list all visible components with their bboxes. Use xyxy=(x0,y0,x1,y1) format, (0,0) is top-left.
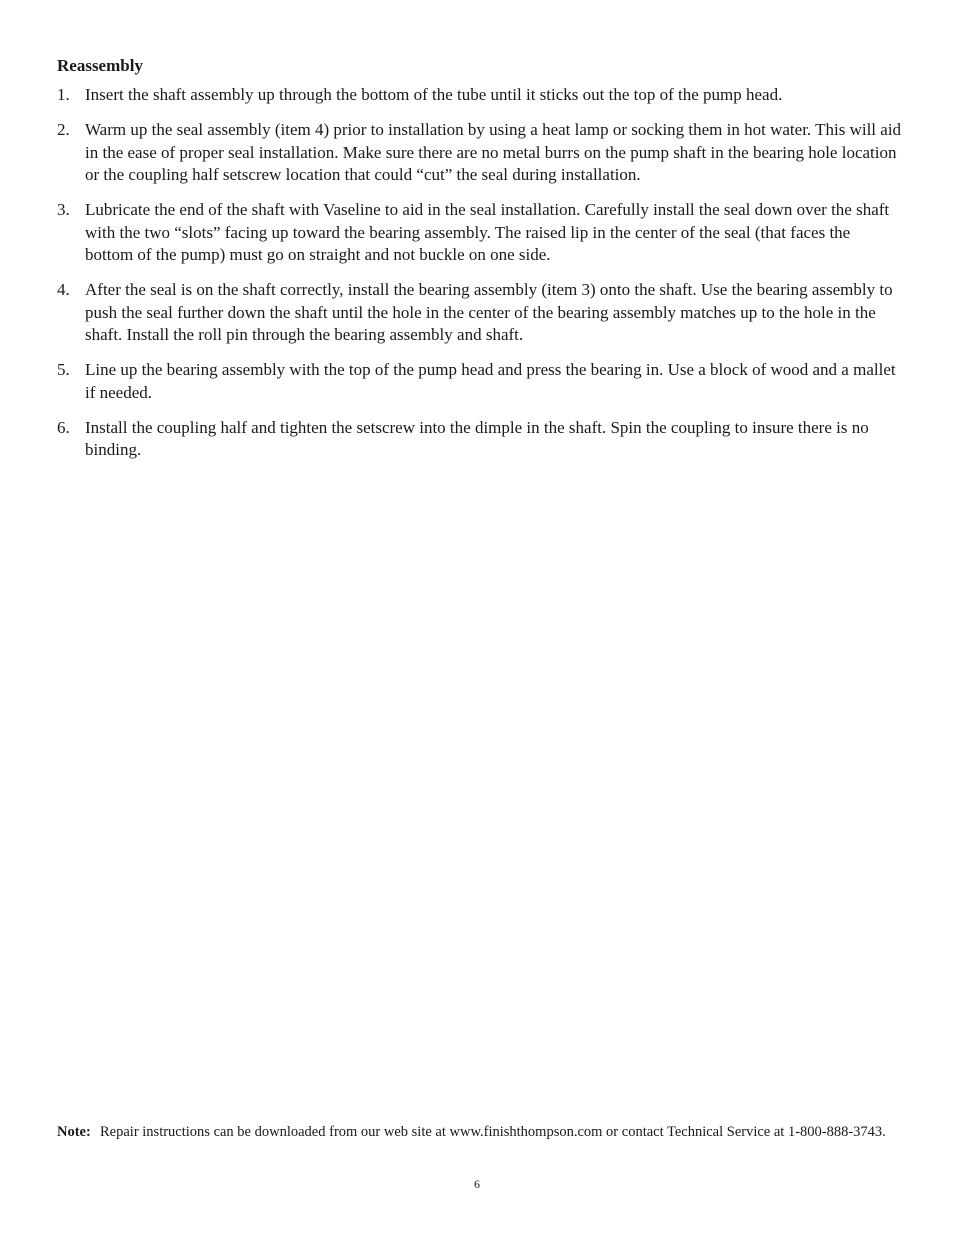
section-heading: Reassembly xyxy=(57,56,143,75)
step-number: 3. xyxy=(57,200,70,219)
step-text: After the seal is on the shaft correctly, install the bearing assembly (item 3) onto the shaft. Use the bearing assembly to push the seal further down the shaft until the hole in the center of the bearing assembly matches up to the hole in the shaft. Install the roll pin through the bearing assembly and shaft. xyxy=(85,280,893,344)
step-text: Install the coupling half and tighten the setscrew into the dimple in the shaft. Spin the coupling to insure there is no binding. xyxy=(85,417,869,459)
step-item xyxy=(57,359,902,404)
note-text: Repair instructions can be downloaded from our web site at www.finishthompson.com or contact Technical Service at 1-800-888-3743. xyxy=(100,1124,886,1140)
step-text: Insert the shaft assembly up through the bottom of the tube until it sticks out the top of the pump head. xyxy=(85,85,783,104)
step-text: Warm up the seal assembly (item 4) prior to installation by using a heat lamp or socking them in hot water. This will aid in the ease of proper seal installation. Make sure there are no metal burrs on the pump shaft in the bearing hole location or the coupling half setscrew location that could “cut” the seal during installation. xyxy=(85,120,902,184)
footer-note xyxy=(57,1123,900,1142)
reassembly-steps-list xyxy=(57,84,902,474)
step-number: 1. xyxy=(57,85,70,104)
step-number: 5. xyxy=(57,360,70,379)
step-item xyxy=(57,417,902,462)
step-item xyxy=(57,199,902,267)
page-number: 6 xyxy=(474,1177,480,1191)
step-number: 6. xyxy=(57,417,70,437)
step-item xyxy=(57,119,902,187)
step-number: 2. xyxy=(57,120,70,139)
step-item xyxy=(57,279,902,347)
note-label: Note: xyxy=(57,1124,91,1140)
step-item xyxy=(57,84,902,107)
step-text: Lubricate the end of the shaft with Vaseline to aid in the seal installation. Carefully install the seal down over the shaft with the two “slots” facing up toward the bearing assembly. The raised lip in the center of the seal (that faces the bottom of the pump) must go on straight and not buckle on one side. xyxy=(85,200,890,264)
step-text: Line up the bearing assembly with the top of the pump head and press the bearing in. Use a block of wood and a mallet if needed. xyxy=(85,360,896,402)
step-number: 4. xyxy=(57,280,70,299)
